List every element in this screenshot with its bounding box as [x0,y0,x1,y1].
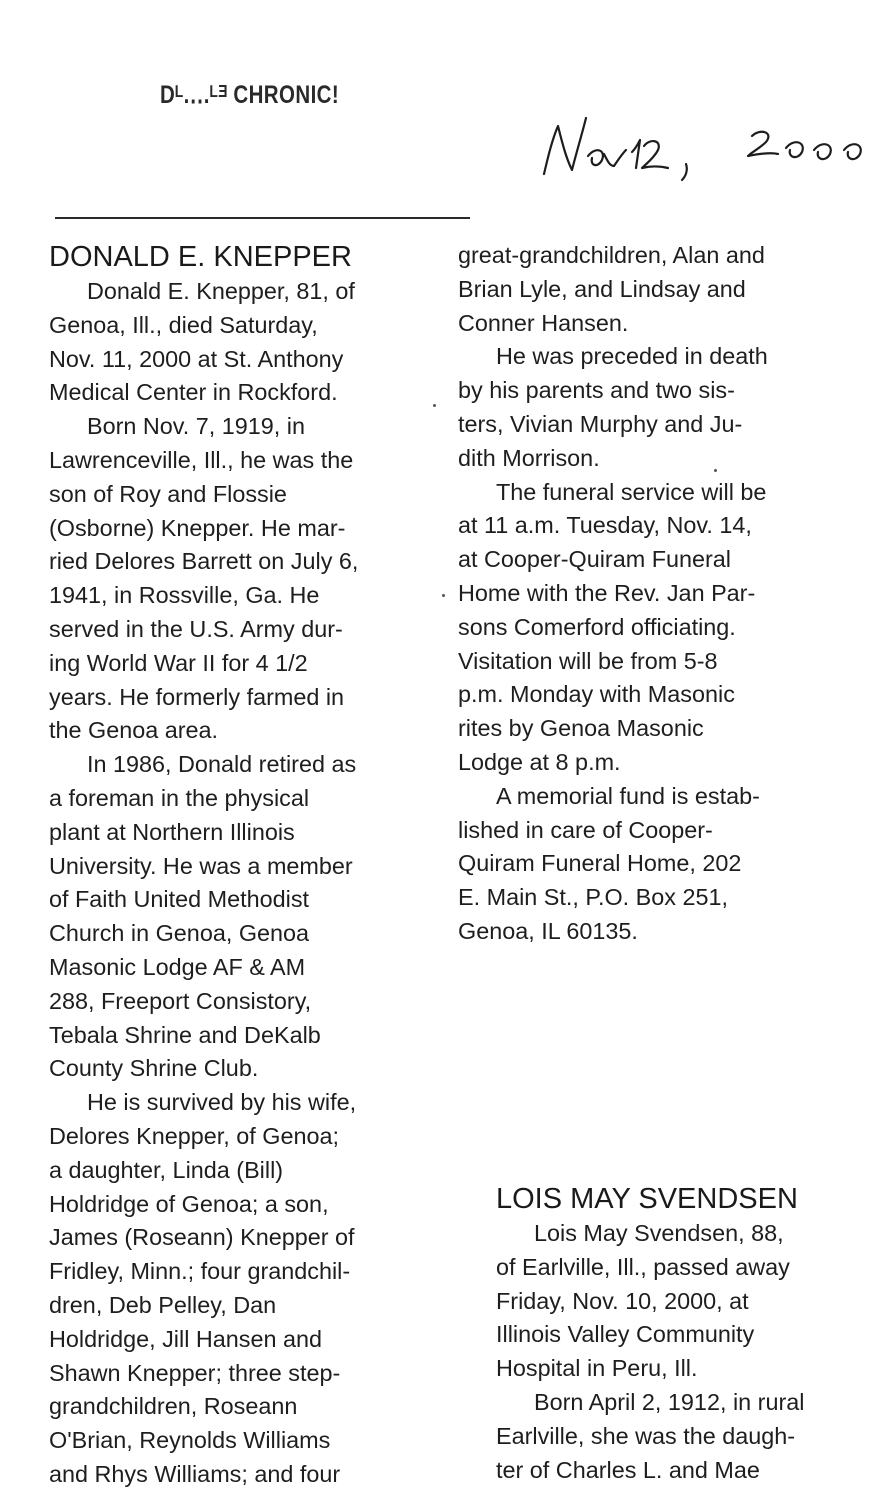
text-line: Holdridge, Jill Hansen and [49,1325,323,1352]
text-line: Home with the Rev. Jan Par- [458,579,756,606]
text-line: a foreman in the physical [49,784,310,811]
text-line: Delores Knepper, of Genoa; [49,1122,339,1149]
text-line: Church in Genoa, Genoa [49,920,310,947]
knepper-col1-body [49,275,444,1492]
text-line: 1941, in Rossville, Ga. He [49,582,320,609]
text-line: Holdridge of Genoa; a son, [49,1190,329,1217]
text-line: University. He was a member [49,852,353,879]
text-line: Fridley, Minn.; four grandchil- [49,1258,351,1285]
text-line: Nov. 11, 2000 at St. Anthony [49,345,344,372]
text-line: Quiram Funeral Home, 202 [458,850,742,877]
text-line: p.m. Monday with Masonic [458,681,735,708]
text-line: Hospital in Peru, Ill. [496,1355,698,1382]
text-line: A memorial fund is estab- [496,782,760,809]
text-line: at Cooper-Quiram Funeral [458,546,732,573]
text-line: Lawrenceville, Ill., he was the [49,446,354,473]
text-line: grandchildren, Roseann [49,1393,298,1420]
text-line: Illinois Valley Community [496,1321,755,1348]
text-line: (Osborne) Knepper. He mar- [49,514,346,541]
text-line: Genoa, Ill., died Saturday, [49,311,318,338]
knepper-col2-body [458,239,838,949]
handwritten-date-annotation [538,112,888,192]
text-line: Donald E. Knepper, 81, of [87,278,355,304]
text-line: 288, Freeport Consistory, [49,987,312,1014]
text-line: served in the U.S. Army dur- [49,615,343,642]
scan-speck [714,469,717,472]
text-line: at 11 a.m. Tuesday, Nov. 14, [458,512,752,539]
text-line: Tebala Shrine and DeKalb [49,1021,321,1048]
text-line: Earlville, she was the daugh- [496,1422,796,1449]
svendsen-body [496,1217,886,1487]
text-line: ter of Charles L. and Mae [496,1456,760,1483]
text-line: Friday, Nov. 10, 2000, at [496,1287,749,1314]
knepper-obituary-column-2 [458,239,838,949]
text-line: Masonic Lodge AF & AM [49,953,306,980]
text-line: O'Brian, Reynolds Williams [49,1427,331,1454]
text-line: The funeral service will be [496,478,767,505]
text-line: He was preceded in death [496,343,768,370]
text-line: ing World War II for 4 1/2 [49,649,308,676]
text-line: by his parents and two sis- [458,377,735,404]
text-line: Born Nov. 7, 1919, in [87,413,306,440]
newspaper-masthead: Dᴸ.‥.ᴸᴲ CHRONIC! [160,81,340,109]
text-line: rites by Genoa Masonic [458,715,704,742]
scan-speck [442,594,445,597]
text-line: and Rhys Williams; and four [49,1460,341,1487]
text-line: sons Comerford officiating. [458,613,736,640]
text-line: of Faith United Methodist [49,886,310,913]
scan-speck [433,404,436,407]
text-line: Shawn Knepper; three step- [49,1359,341,1386]
text-line: Conner Hansen. [458,309,629,336]
text-line: ters, Vivian Murphy and Ju- [458,410,743,437]
svendsen-obituary [496,1182,886,1487]
column-rule [55,217,470,219]
text-line: a daughter, Linda (Bill) [49,1156,284,1183]
text-line: Brian Lyle, and Lindsay and [458,275,746,302]
text-line: James (Roseann) Knepper of [49,1224,355,1251]
text-line: He is survived by his wife, [87,1089,357,1116]
text-line: of Earlville, Ill., passed away [496,1253,790,1280]
text-line: years. He formerly farmed in [49,683,345,710]
knepper-headline: DONALD E. KNEPPER [49,241,352,273]
text-line: ried Delores Barrett on July 6, [49,548,359,575]
text-line: lished in care of Cooper- [458,816,713,843]
text-line: Genoa, IL 60135. [458,917,638,944]
text-line: County Shrine Club. [49,1055,259,1082]
knepper-obituary-column-1 [49,240,444,1492]
text-line: Lois May Svendsen, 88, [534,1220,784,1246]
text-line: Medical Center in Rockford. [49,379,338,406]
text-line: the Genoa area. [49,717,219,744]
text-line: son of Roy and Flossie [49,480,287,507]
text-line: plant at Northern Illinois [49,818,295,845]
text-line: dren, Deb Pelley, Dan [49,1291,277,1318]
text-line: E. Main St., P.O. Box 251, [458,884,728,911]
text-line: Lodge at 8 p.m. [458,748,621,775]
svendsen-headline: LOIS MAY SVENDSEN [496,1183,798,1215]
text-line: In 1986, Donald retired as [87,751,357,778]
text-line: dith Morrison. [458,444,600,471]
text-line: great-grandchildren, Alan and [458,242,765,268]
text-line: Born April 2, 1912, in rural [534,1388,805,1415]
text-line: Visitation will be from 5-8 [458,647,718,674]
